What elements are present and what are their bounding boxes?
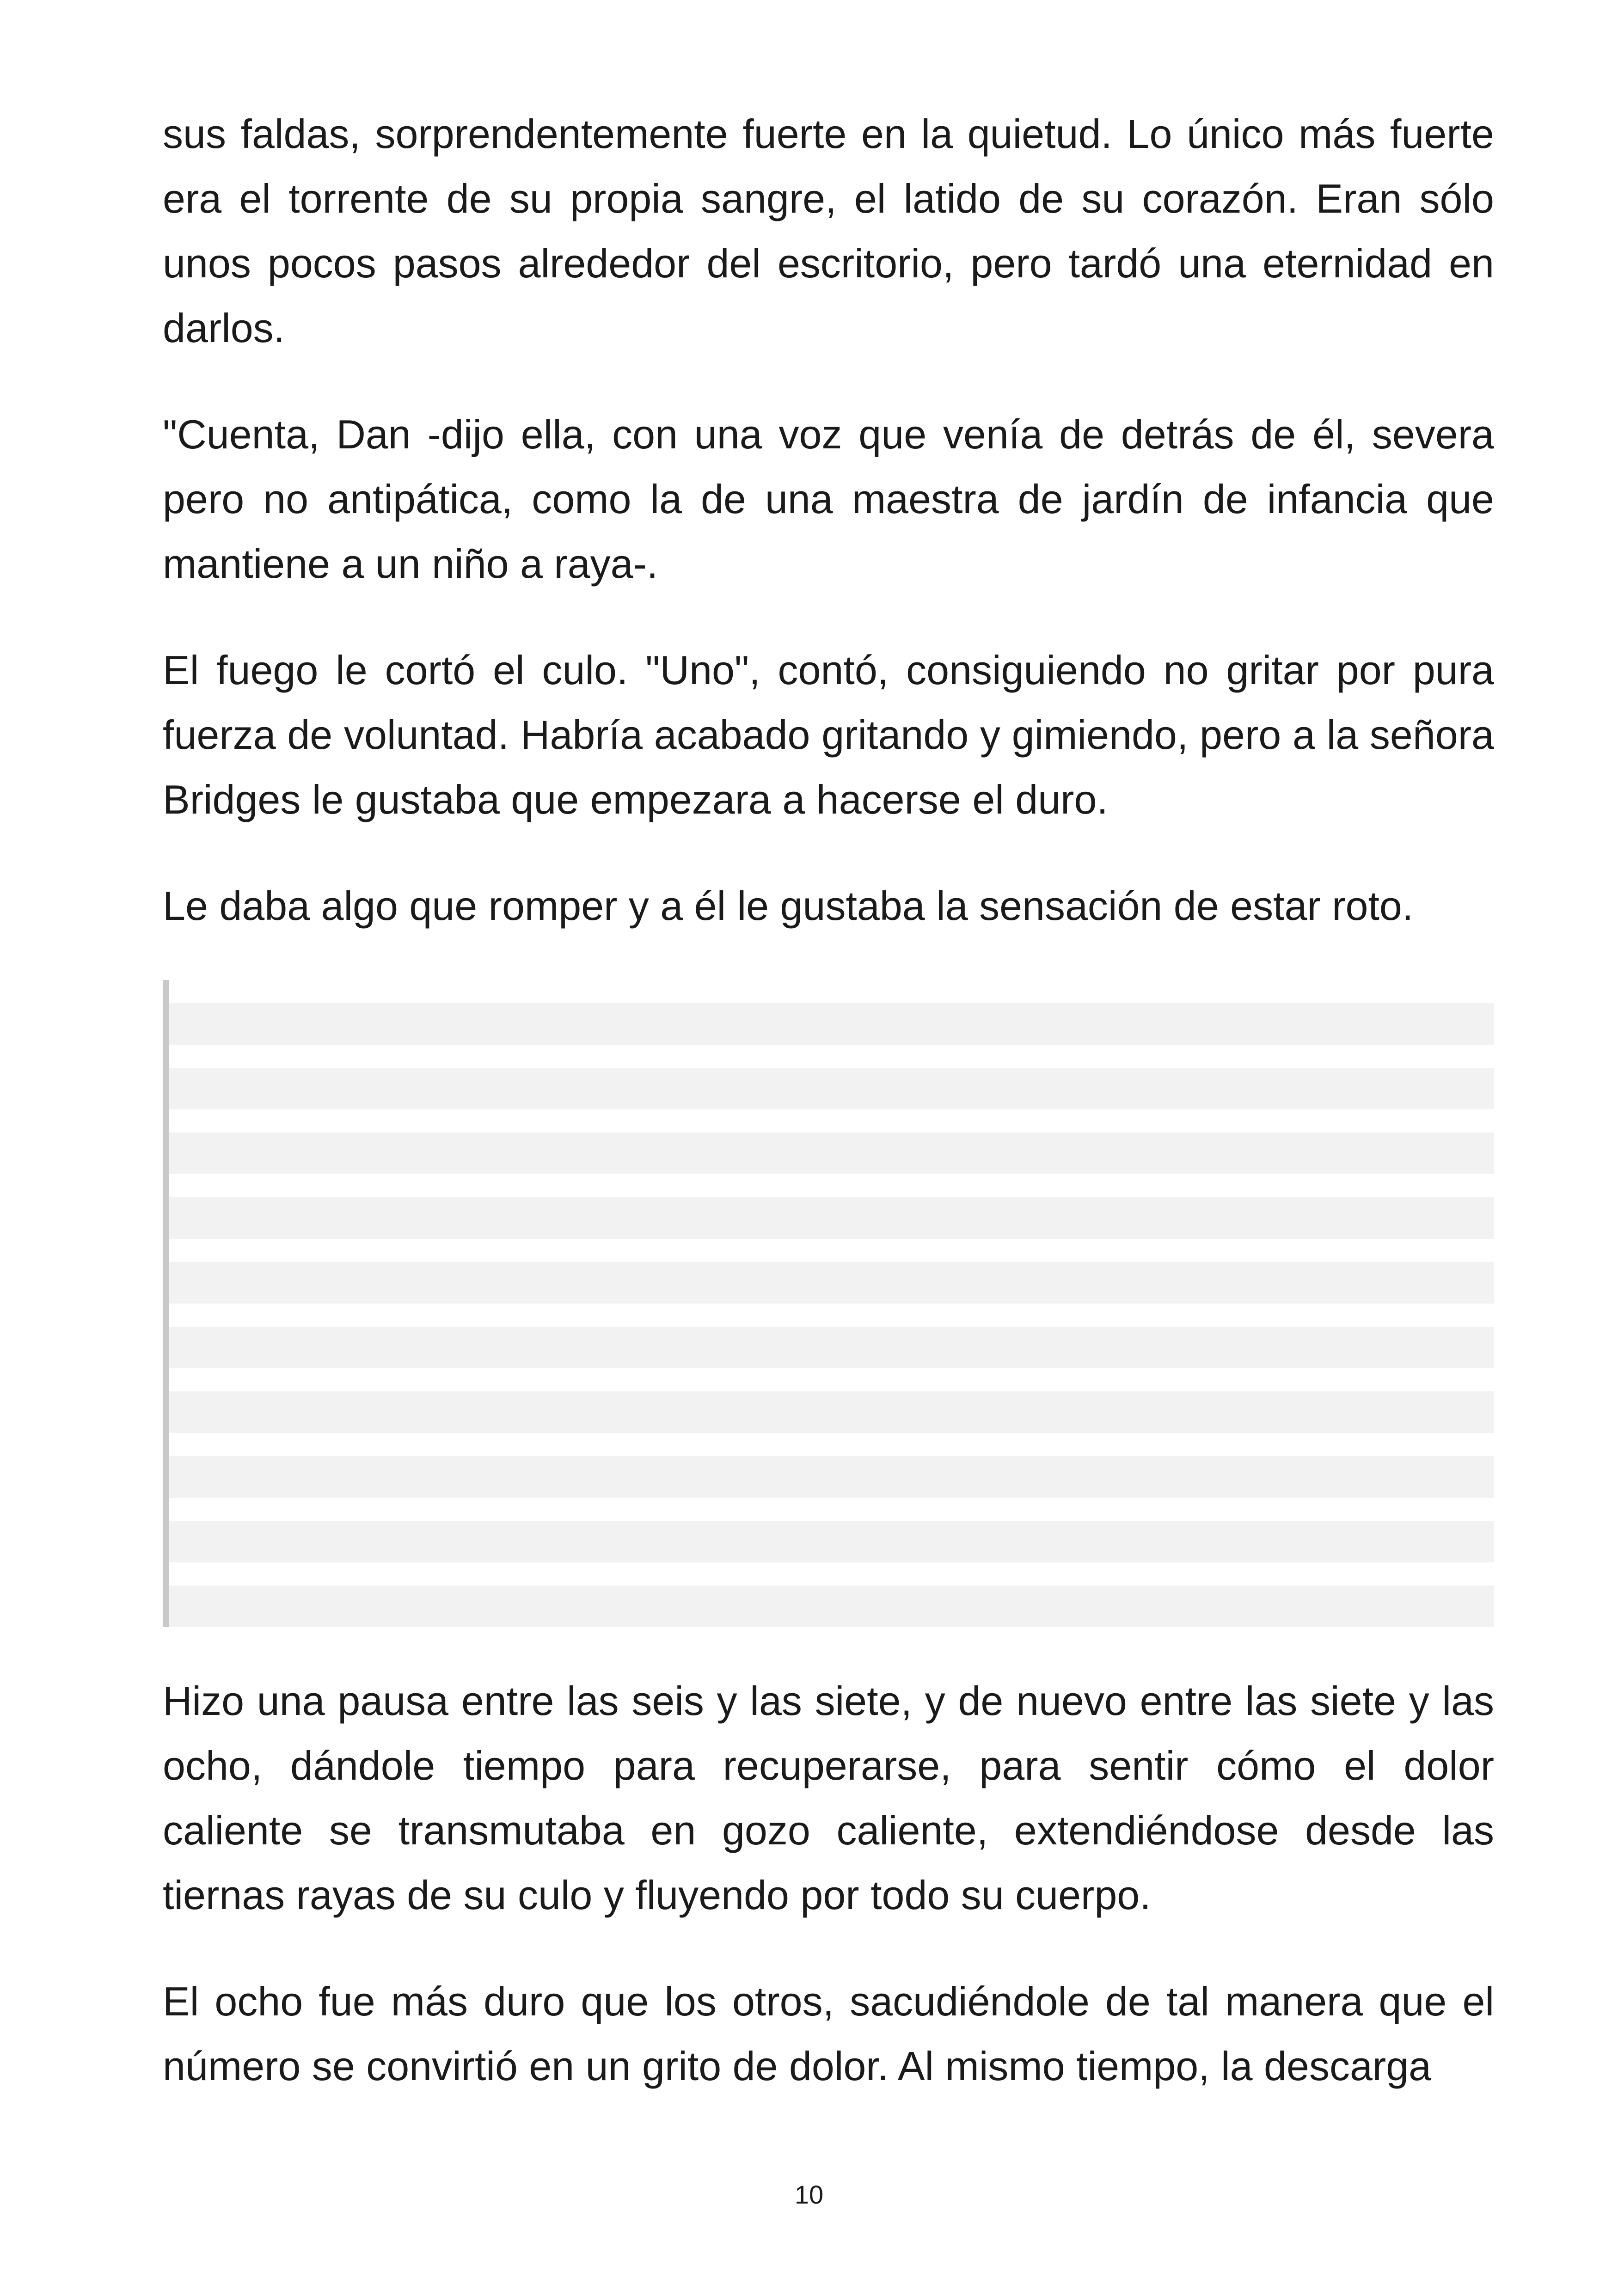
- paragraph: "Cuenta, Dan -dijo ella, con una voz que venía de detrás de él, severa pero no antipática, como la de una maestra de jardín de infancia que mantiene a un niño a raya-.: [163, 411, 1494, 587]
- page-number: 10: [794, 2180, 824, 2209]
- paragraph: El fuego le cortó el culo. "Uno", contó, consiguiendo no gritar por pura fuerza de voluntad. Habría acabado gritando y gimiendo, pero a la señora Bridges le gustaba que empezara a hacerse el duro.: [163, 647, 1494, 822]
- paragraph: Le daba algo que romper y a él le gustaba la sensación de estar roto.: [163, 883, 1414, 929]
- paragraph-redacted: [163, 980, 1494, 1627]
- paragraph: Hizo una pausa entre las seis y las siete, y de nuevo entre las siete y las ocho, dándole tiempo para recuperarse, para sentir cómo el dolor caliente se transmutaba en gozo caliente, extendiéndose desde las tiernas rayas de su culo y fluyendo por todo su cuerpo.: [163, 1678, 1494, 1918]
- paragraph: sus faldas, sorprendentemente fuerte en la quietud. Lo único más fuerte era el torrente de su propia sangre, el latido de su corazón. Eran sólo unos pocos pasos alrededor del escritorio, pero tardó una eternidad en darlos.: [163, 111, 1494, 351]
- body-text: [163, 102, 1494, 2140]
- paragraph: El ocho fue más duro que los otros, sacudiéndole de tal manera que el número se convirtió en un grito de dolor. Al mismo tiempo, la descarga: [163, 1978, 1494, 2089]
